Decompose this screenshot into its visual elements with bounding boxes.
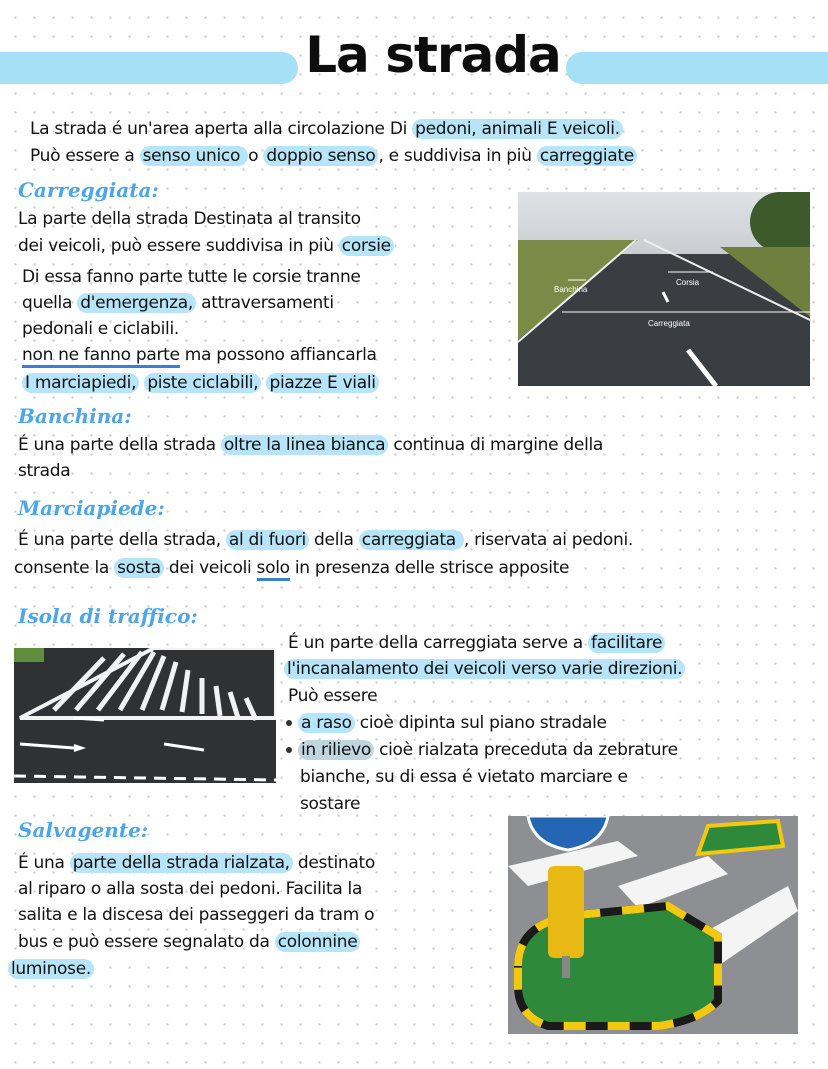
salvagente-line bbox=[8, 956, 94, 983]
marciapiede-highlight: sosta bbox=[114, 558, 164, 578]
marciapiede-text: della bbox=[308, 530, 359, 550]
heading-isola: Isola di traffico: bbox=[18, 604, 198, 628]
carreggiata-line bbox=[22, 370, 379, 397]
heading-carreggiata: Carreggiata: bbox=[18, 178, 159, 202]
intro-highlight: carreggiate bbox=[537, 146, 637, 166]
carreggiata-text: ma possono affiancarla bbox=[179, 345, 377, 365]
isola-line: bianche, su di essa é vietato marciare e bbox=[300, 767, 628, 787]
heading-marciapiede: Marciapiede: bbox=[18, 496, 165, 520]
salvagente-line: salita e la discesa dei passeggeri da tram o bbox=[18, 905, 375, 925]
isola-highlight: a raso bbox=[298, 713, 355, 733]
intro-text: Può essere a bbox=[30, 146, 140, 166]
marciapiede-highlight: carreggiata bbox=[359, 530, 464, 550]
carreggiata-highlight: piste ciclabili, bbox=[144, 373, 261, 393]
intro-line-1 bbox=[30, 116, 623, 143]
carreggiata-underline: non ne fanno parte bbox=[22, 345, 180, 368]
carreggiata-highlight: piazze E viali bbox=[266, 373, 378, 393]
marciapiede-text: consente la bbox=[14, 558, 115, 578]
marciapiede-text: in presenza delle strisce apposite bbox=[289, 558, 570, 578]
carreggiata-highlight: d'emergenza, bbox=[77, 293, 196, 313]
banchina-text: É una parte della strada bbox=[18, 435, 221, 455]
bullet-icon bbox=[286, 720, 292, 726]
isola-line: sostare bbox=[300, 794, 361, 814]
carreggiata-line bbox=[22, 342, 377, 369]
isola-line bbox=[286, 710, 607, 737]
isola-highlight: l'incanalamento dei veicoli verso varie direzioni. bbox=[284, 659, 685, 679]
carreggiata-line bbox=[18, 233, 394, 260]
isola-highlight: in rilievo bbox=[298, 740, 374, 760]
isola-text: É un parte della carreggiata serve a bbox=[288, 633, 589, 653]
salvagente-line bbox=[18, 929, 360, 956]
salvagente-photo bbox=[508, 816, 798, 1034]
marciapiede-line bbox=[18, 527, 633, 554]
marciapiede-line bbox=[14, 555, 569, 582]
photo-label-carreggiata: Carreggiata bbox=[648, 319, 690, 328]
island-markings bbox=[14, 648, 276, 783]
salvagente-line bbox=[18, 850, 375, 877]
salvagente-highlight: colonnine bbox=[275, 932, 361, 952]
salvagente-text: destinato bbox=[292, 853, 375, 873]
marciapiede-underline: solo bbox=[257, 558, 290, 581]
isola-text: cioè rialzata preceduta da zebrature bbox=[373, 740, 678, 760]
road-photo bbox=[518, 192, 810, 386]
isola-line bbox=[288, 630, 665, 657]
marciapiede-highlight: al di fuori bbox=[226, 530, 309, 550]
marciapiede-text: dei veicoli bbox=[163, 558, 257, 578]
traffic-island-photo bbox=[14, 648, 276, 783]
banchina-line bbox=[18, 432, 603, 459]
carreggiata-highlight: corsie bbox=[339, 236, 394, 256]
salvagente-line: al riparo o alla sosta dei pedoni. Facilita la bbox=[18, 879, 363, 899]
title-bar-left bbox=[0, 52, 298, 84]
intro-highlight: pedoni, animali E veicoli. bbox=[412, 119, 623, 139]
salvagente-text: É una bbox=[18, 853, 70, 873]
carreggiata-line bbox=[22, 290, 334, 317]
isola-line bbox=[284, 656, 685, 683]
banchina-line: strada bbox=[18, 461, 71, 481]
isola-line bbox=[286, 737, 678, 764]
isola-line: Può essere bbox=[288, 686, 378, 706]
salvagente-scene bbox=[508, 816, 798, 1034]
salvagente-highlight: parte della strada rialzata, bbox=[70, 853, 293, 873]
carreggiata-text: dei veicoli, può essere suddivisa in più bbox=[18, 236, 339, 256]
carreggiata-line: Di essa fanno parte tutte le corsie tranne bbox=[22, 267, 361, 287]
carreggiata-text: attraversamenti bbox=[196, 293, 334, 313]
isola-text: cioè dipinta sul piano stradale bbox=[354, 713, 607, 733]
intro-highlight: doppio senso bbox=[263, 146, 378, 166]
photo-label-banchina: Banchina bbox=[554, 285, 588, 294]
carreggiata-line: pedonali e ciclabili. bbox=[22, 319, 179, 339]
intro-highlight: senso unico bbox=[140, 146, 249, 166]
intro-text: , e suddivisa in più bbox=[378, 146, 537, 166]
isola-highlight: facilitare bbox=[588, 633, 665, 653]
marciapiede-text: É una parte della strada, bbox=[18, 530, 226, 550]
page-title: La strada bbox=[305, 26, 561, 84]
intro-text: La strada é un'area aperta alla circolazione Di bbox=[30, 119, 413, 139]
heading-salvagente: Salvagente: bbox=[18, 818, 149, 842]
banchina-highlight: oltre la linea bianca bbox=[221, 435, 388, 455]
intro-line-2 bbox=[30, 143, 637, 170]
salvagente-text: bus e può essere segnalato da bbox=[18, 932, 275, 952]
carreggiata-line: La parte della strada Destinata al transito bbox=[18, 209, 361, 229]
salvagente-highlight: luminose. bbox=[8, 959, 94, 979]
marciapiede-text: , riservata ai pedoni. bbox=[463, 530, 633, 550]
photo-label-corsia: Corsia bbox=[676, 278, 700, 287]
bullet-icon bbox=[286, 747, 292, 753]
banchina-text: continua di margine della bbox=[388, 435, 604, 455]
heading-banchina: Banchina: bbox=[18, 404, 132, 428]
carreggiata-highlight: I marciapiedi, bbox=[22, 373, 139, 393]
carreggiata-text: quella bbox=[22, 293, 78, 313]
intro-text: o bbox=[248, 146, 264, 166]
title-bar-right bbox=[566, 52, 828, 84]
